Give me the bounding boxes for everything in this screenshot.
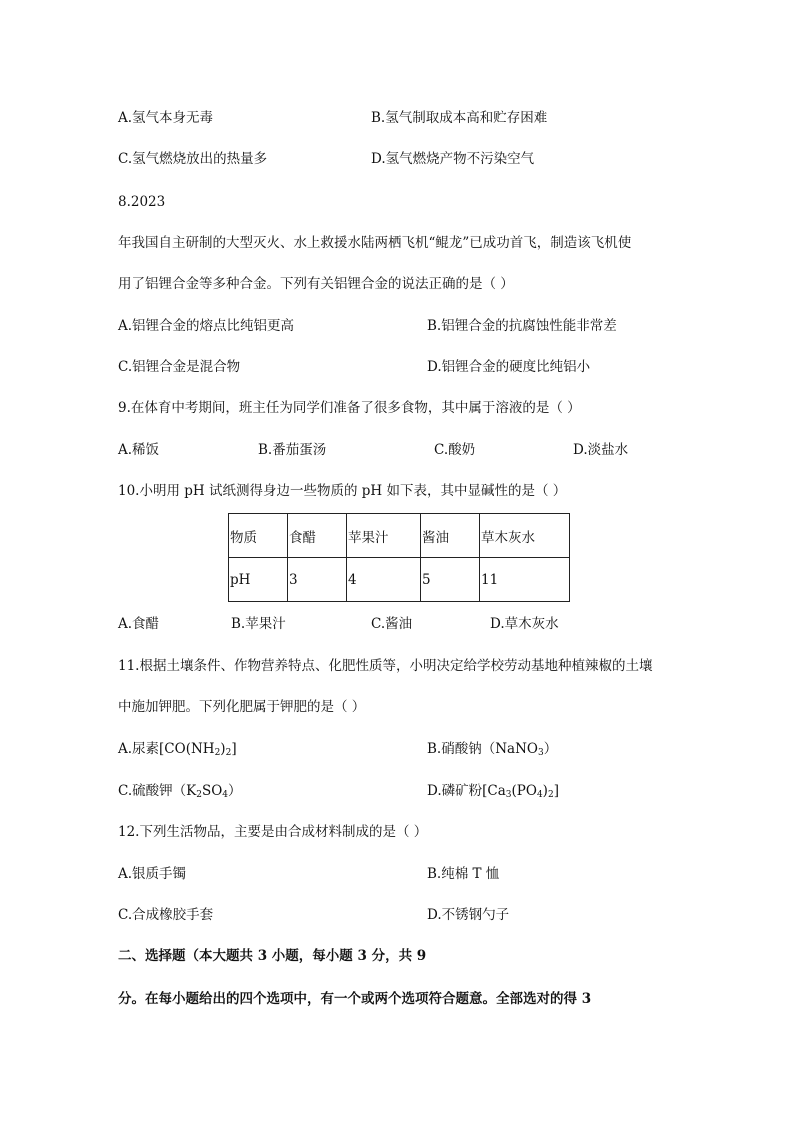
q8-number: 8.2023 xyxy=(118,194,166,210)
q9-option-b: B.番茄蛋汤 xyxy=(258,442,327,458)
table-cell: 4 xyxy=(347,558,421,602)
table-cell: pH xyxy=(229,558,288,602)
q11-option-c: C.硫酸钾$(K_2SO_4)$ xyxy=(118,783,242,800)
q11-text-line2: 中施加钾肥。下列化肥属于钾肥的是（ ） xyxy=(118,699,366,715)
table-cell: 3 xyxy=(288,558,347,602)
q11-option-a: A.尿素$[CO(NH_2)_2]$ xyxy=(118,741,237,758)
q8-option-c: C.铝锂合金是混合物 xyxy=(118,359,241,375)
q12-option-b: B.纯棉 T 恤 xyxy=(427,866,500,882)
table-row xyxy=(229,514,570,558)
q8-text-line1: 年我国自主研制的大型灭火、水上救援水陆两栖飞机“鲲龙”已成功首飞，制造该飞机使 xyxy=(118,235,632,251)
q8-option-a: A.铝锂合金的熔点比纯铝更高 xyxy=(118,318,295,334)
q10-option-c: C.酱油 xyxy=(371,616,413,632)
q8-option-d: D.铝锂合金的硬度比纯铝小 xyxy=(427,359,591,375)
q10-option-a: A.食醋 xyxy=(118,616,160,632)
section-heading-line1: 二、选择题（本大题共 3 小题，每小题 3 分，共 9 xyxy=(118,948,427,964)
q8-text-line2: 用了铝锂合金等多种合金。下列有关铝锂合金的说法正确的是（ ） xyxy=(118,276,514,292)
q9-option-d: D.淡盐水 xyxy=(573,442,629,458)
q11-option-b: B.硝酸钠（NaNO$_3$） xyxy=(427,741,558,758)
q10-option-d: D.草木灰水 xyxy=(490,616,559,632)
q9-option-c: C.酸奶 xyxy=(434,442,476,458)
table-cell: 11 xyxy=(480,558,570,602)
q7-option-d: D.氢气燃烧产物不污染空气 xyxy=(371,151,535,167)
q12-question: 12.下列生活物品，主要是由合成材料制成的是（ ） xyxy=(118,824,428,840)
q10-question: 10.小明用 pH 试纸测得身边一些物质的 pH 如下表，其中显碱性的是（ ） xyxy=(118,483,567,499)
table-row xyxy=(229,558,570,602)
q11-option-d: D.磷矿粉$[Ca_3(PO_4)_2]$ xyxy=(427,783,559,800)
q7-option-b: B.氢气制取成本高和贮存困难 xyxy=(371,110,548,126)
table-cell: 酱油 xyxy=(421,514,480,558)
q7-option-a: A.氢气本身无毒 xyxy=(118,110,214,126)
table-cell: 5 xyxy=(421,558,480,602)
q12-option-d: D.不锈钢勺子 xyxy=(427,907,510,923)
table-cell: 苹果汁 xyxy=(347,514,421,558)
q7-option-c: C.氢气燃烧放出的热量多 xyxy=(118,151,268,167)
table-cell: 食醋 xyxy=(288,514,347,558)
q10-option-b: B.苹果汁 xyxy=(231,616,286,632)
table-cell: 物质 xyxy=(229,514,288,558)
q9-option-a: A.稀饭 xyxy=(118,442,160,458)
q11-text-line1: 11.根据土壤条件、作物营养特点、化肥性质等，小明决定给学校劳动基地种植辣椒的土壤 xyxy=(118,658,653,674)
ph-table xyxy=(228,513,570,602)
q12-option-a: A.银质手镯 xyxy=(118,866,187,882)
q8-option-b: B.铝锂合金的抗腐蚀性能非常差 xyxy=(427,318,617,334)
q12-option-c: C.合成橡胶手套 xyxy=(118,907,214,923)
q9-question: 9.在体育中考期间，班主任为同学们准备了很多食物，其中属于溶液的是（ ） xyxy=(118,400,581,416)
section-heading-line2: 分。在每小题给出的四个选项中，有一个或两个选项符合题意。全部选对的得 3 xyxy=(118,991,592,1007)
table-cell: 草木灰水 xyxy=(480,514,570,558)
